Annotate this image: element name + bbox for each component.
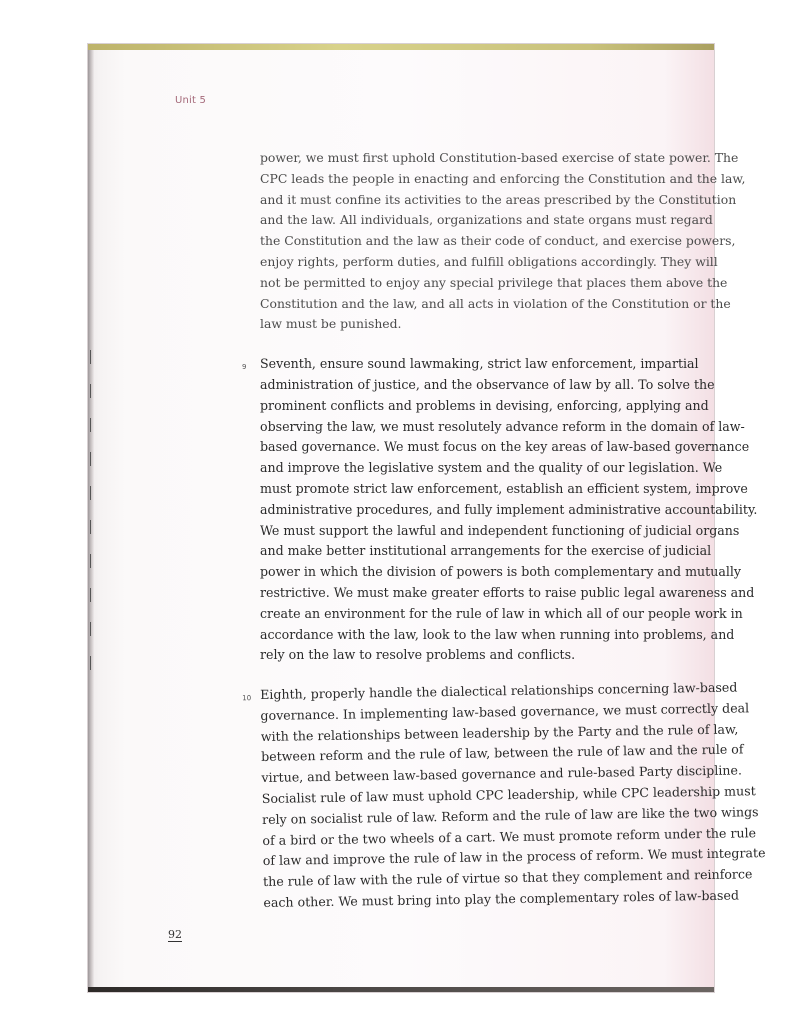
text-line: and make better institutional arrangements for the exercise of judicial xyxy=(260,543,712,559)
text-line: and improve the legislative system and the quality of our legislation. We xyxy=(260,460,723,476)
text-line: Socialist rule of law must uphold CPC leadership, while CPC leadership must xyxy=(261,783,756,807)
text-line: and the law. All individuals, organizations and state organs must regard xyxy=(260,212,713,228)
text-line: must promote strict law enforcement, establish an efficient system, improve xyxy=(260,480,748,496)
paragraph-seventh xyxy=(242,354,758,666)
text-line: create an environment for the rule of law in which all of our people work in xyxy=(260,605,743,621)
text-line: We must support the lawful and independent functioning of judicial organs xyxy=(260,522,740,538)
text-line: accordance with the law, look to the law when running into problems, and xyxy=(260,626,735,642)
text-line: based governance. We must focus on the key areas of law-based governance xyxy=(260,439,750,455)
text-line: and it must confine its activities to the areas prescribed by the Constitution xyxy=(260,191,737,207)
text-line: Eighth, properly handle the dialectical relationships concerning law-based xyxy=(260,679,738,703)
paragraph-number: 9 xyxy=(242,363,247,372)
page-binding-edge xyxy=(88,50,94,987)
body-text xyxy=(242,148,766,933)
text-line: Seventh, ensure sound lawmaking, strict law enforcement, impartial xyxy=(260,356,699,372)
book-page xyxy=(88,44,766,992)
text-line: law must be punished. xyxy=(260,316,402,332)
text-line: Constitution and the law, and all acts in violation of the Constitution or the xyxy=(260,295,731,311)
text-line: of law and improve the rule of law in the process of reform. We must integrate xyxy=(262,845,766,869)
text-line: governance. In implementing law-based governance, we must correctly deal xyxy=(260,700,750,723)
text-line: the Constitution and the law as their code of conduct, and exercise powers, xyxy=(260,233,736,249)
text-line: enjoy rights, perform duties, and fulfill obligations accordingly. They will xyxy=(260,253,718,269)
text-line: administration of justice, and the observance of law by all. To solve the xyxy=(260,376,715,392)
text-line: observing the law, we must resolutely advance reform in the domain of law- xyxy=(260,418,745,434)
text-line: power in which the division of powers is both complementary and mutually xyxy=(260,564,742,580)
unit-label: Unit 5 xyxy=(175,95,207,106)
page-bottom-edge xyxy=(88,987,714,992)
text-line: CPC leads the people in enacting and enforcing the Constitution and the law, xyxy=(260,170,746,186)
page-number: 92 xyxy=(168,928,182,941)
paragraph-continuation xyxy=(260,148,746,335)
text-line: prominent conflicts and problems in devising, enforcing, applying and xyxy=(260,397,709,413)
text-line: of a bird or the two wheels of a cart. We must promote reform under the rule xyxy=(262,824,757,848)
text-line: rely on socialist rule of law. Reform and the rule of law are like the two wings xyxy=(261,804,759,827)
text-line: administrative procedures, and fully implement administrative accountability. xyxy=(260,501,758,517)
text-line: each other. We must bring into play the complementary roles of law-based xyxy=(263,887,740,911)
page-top-edge xyxy=(88,44,714,50)
paragraph-eighth xyxy=(242,678,766,914)
text-line: with the relationships between leadership by the Party and the rule of law, xyxy=(260,721,739,744)
text-line: virtue, and between law-based governance and rule-based Party discipline. xyxy=(261,762,742,786)
text-line: restrictive. We must make greater efforts to raise public legal awareness and xyxy=(260,584,755,600)
text-line: power, we must first uphold Constitution-based exercise of state power. The xyxy=(260,150,739,165)
text-line: rely on the law to resolve problems and conflicts. xyxy=(260,647,576,663)
text-line: the rule of law with the rule of virtue so that they complement and reinforce xyxy=(262,866,753,890)
text-line: not be permitted to enjoy any special privilege that places them above the xyxy=(260,274,728,290)
paragraph-number: 10 xyxy=(242,694,252,703)
text-line: between reform and the rule of law, between the rule of law and the rule of xyxy=(261,741,744,765)
